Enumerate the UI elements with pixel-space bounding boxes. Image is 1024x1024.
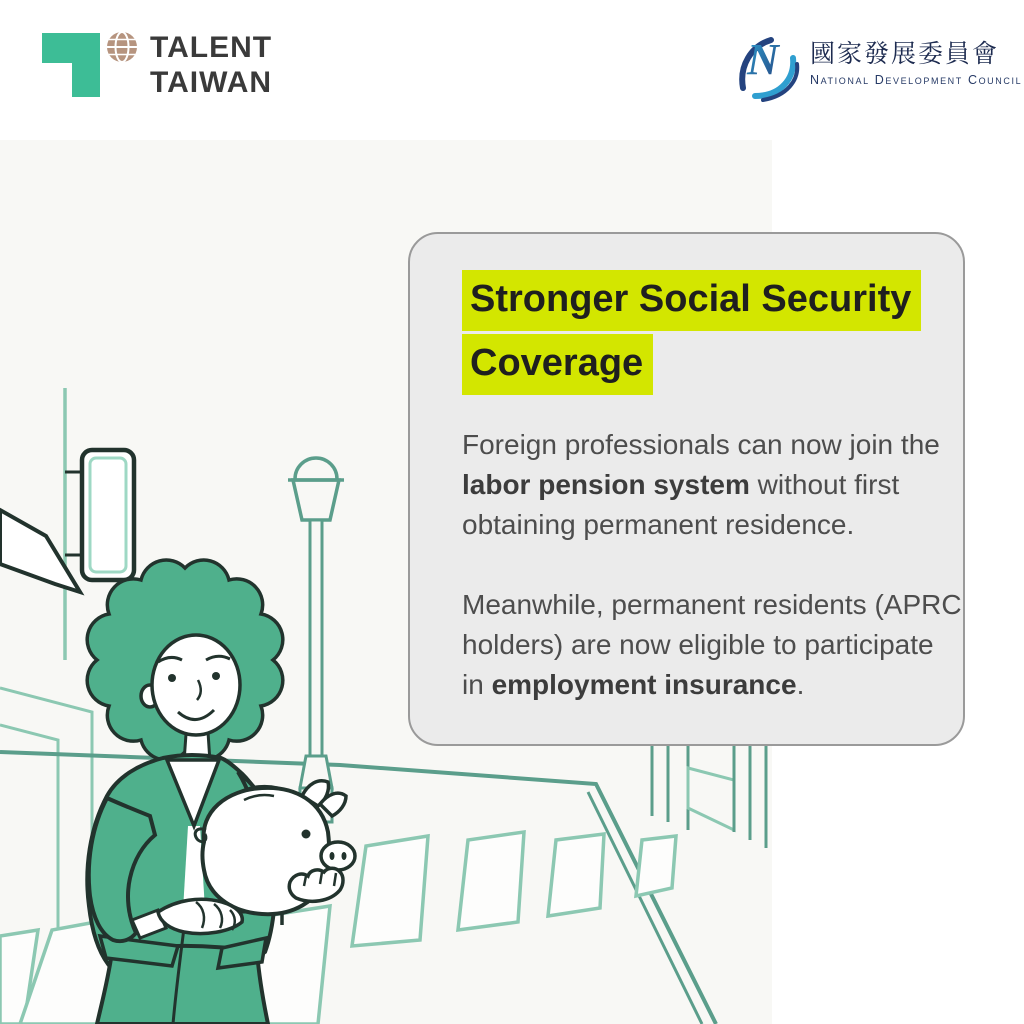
paragraph-employment-insurance: Meanwhile, permanent residents (APRC holders) are now eligible to participate in employment insurance. [462, 588, 962, 700]
globe-icon [107, 32, 137, 62]
svg-text:N: N [747, 35, 779, 84]
info-card [408, 232, 965, 746]
paragraph-pension: Foreign professionals can now join the labor pension system without first obtaining permanent residence. [462, 428, 940, 540]
ndc-name-english: National Development Council [810, 73, 1023, 87]
talent-taiwan-line2: TAIWAN [150, 66, 273, 99]
card-title [462, 270, 963, 395]
talent-taiwan-mark [42, 33, 100, 97]
card-title-line2: Coverage [462, 334, 653, 395]
talent-taiwan-logo-icon [42, 31, 142, 101]
card-body [462, 425, 962, 705]
ndc-logo [737, 26, 1022, 108]
street-lamp [288, 458, 344, 822]
ndc-mark-icon [737, 26, 801, 108]
header [0, 0, 1024, 140]
talent-taiwan-line1: TALENT [150, 31, 273, 64]
talent-taiwan-wordmark [150, 30, 272, 100]
ndc-name-chinese: 國家發展委員會 [810, 39, 1000, 68]
card-title-line1: Stronger Social Security [462, 270, 921, 331]
awning [0, 510, 80, 592]
